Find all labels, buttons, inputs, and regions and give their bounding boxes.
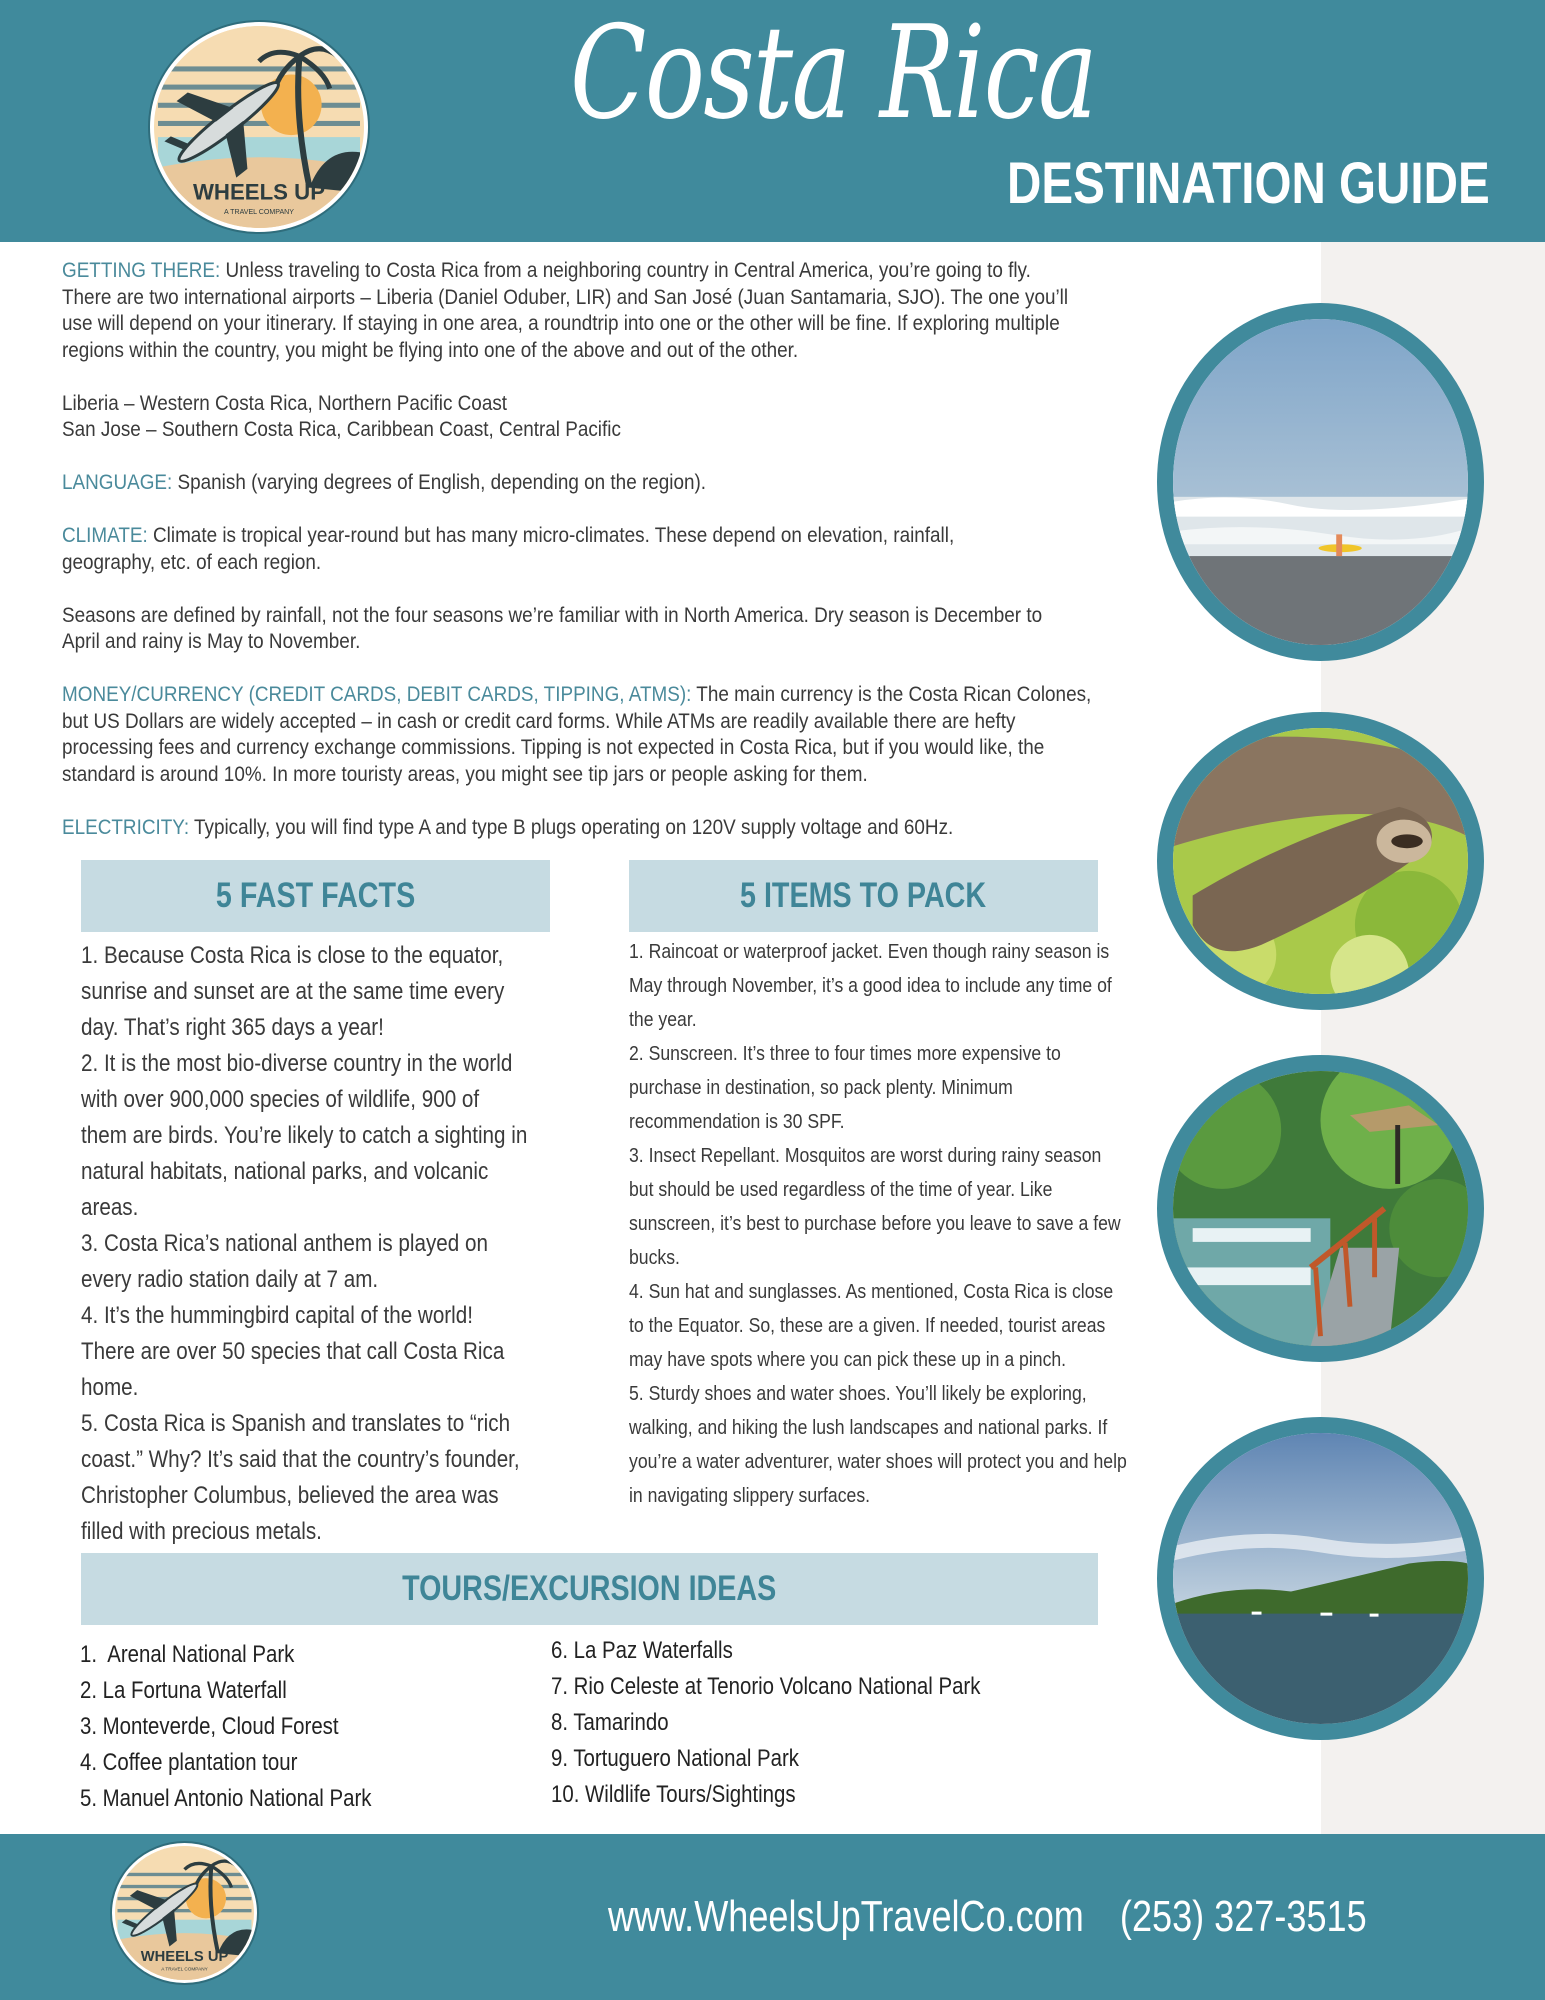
photo-surfer-beach xyxy=(1157,303,1484,661)
footer-wheels-up-logo xyxy=(112,1843,257,1983)
items-to-pack-title: 5 ITEMS TO PACK xyxy=(740,876,987,915)
tour-item: 8. Tamarindo xyxy=(551,1709,669,1736)
money-paragraph xyxy=(62,682,1097,788)
getting-there-paragraph xyxy=(62,258,1079,364)
fast-fact-item: 2. It is the most bio-diverse country in the world with over 900,000 species of wildlife, 900 of them are birds. You’re likely to catch a sighting in natural habitats, national parks, and volcanic areas. xyxy=(81,1050,528,1221)
footer-contact xyxy=(608,1892,1367,1942)
seasons-paragraph: Seasons are defined by rainfall, not the four seasons we’re familiar with in North America. Dry season is December to April and rainy is May to November. xyxy=(62,603,1043,653)
page-subtitle: DESTINATION GUIDE xyxy=(1007,151,1490,216)
airplane-palm-logo-icon xyxy=(154,26,364,228)
phone-number[interactable]: (253) 327-3515 xyxy=(1119,1892,1367,1941)
pack-item: 4. Sun hat and sunglasses. As mentioned, Costa Rica is close to the Equator. So, these are a given. If needed, tourist areas may have spots where you can pick these up in a pinch. xyxy=(629,1280,1114,1371)
surfer-beach-image-icon xyxy=(1173,319,1468,645)
fast-fact-item: 1. Because Costa Rica is close to the equator, sunrise and sunset are at the same time every day. That’s right 365 days a year! xyxy=(81,942,505,1041)
svg-text:A TRAVEL COMPANY: A TRAVEL COMPANY xyxy=(224,208,294,216)
fast-facts-title: 5 FAST FACTS xyxy=(215,876,416,915)
tour-item: 4. Coffee plantation tour xyxy=(80,1749,298,1776)
items-to-pack-header xyxy=(629,860,1098,932)
tour-item: 6. La Paz Waterfalls xyxy=(551,1637,733,1664)
language-text: Spanish (varying degrees of English, depending on the region). xyxy=(172,471,707,494)
tours-header xyxy=(81,1553,1098,1625)
money-text: The main currency is the Costa Rican Colones, but US Dollars are widely accepted – in cash or credit card forms. While ATMs are readily available there are hefty processing fees and currency exchange commissions. Tipping is not expected in Costa Rica, but if you would like, the standard is around 10%. In more touristy areas, you might see tip jars or people asking for them. xyxy=(62,683,1092,786)
photo-hot-springs xyxy=(1157,1055,1484,1362)
getting-there-text: Unless traveling to Costa Rica from a neighboring country in Central America, you’re going to fly. There are two international airports – Liberia (Daniel Oduber, LIR) and San José (Juan Santamaria, SJO). The one you’ll use will depend on your itinerary. If staying in one area, a roundtrip into one or the other will be fine. If exploring multiple regions within the country, you might be flying into one of the above and out of the other. xyxy=(62,259,1069,362)
climate-label: CLIMATE: xyxy=(62,524,148,547)
fast-fact-item: 3. Costa Rica’s national anthem is played on every radio station daily at 7 am. xyxy=(81,1230,488,1293)
fast-fact-item: 4. It’s the hummingbird capital of the world! There are over 50 species that call Costa Rica home. xyxy=(81,1302,505,1401)
sloth-image-icon xyxy=(1173,728,1468,994)
electricity-paragraph xyxy=(62,815,1142,842)
pack-item: 5. Sturdy shoes and water shoes. You’ll likely be exploring, walking, and hiking the lush landscapes and national parks. If you’re a water adventurer, water shoes will protect you and help in navigating slippery surfaces. xyxy=(629,1382,1127,1507)
airport-san-jose: San Jose – Southern Costa Rica, Caribbean Coast, Central Pacific xyxy=(62,418,621,441)
pack-item: 3. Insect Repellant. Mosquitos are worst during rainy season but should be used regardless of the time of year. Like sunscreen, it’s best to purchase before you leave to save a few bucks. xyxy=(629,1144,1121,1269)
hot-springs-image-icon xyxy=(1173,1071,1468,1346)
photo-bay-boats xyxy=(1157,1417,1484,1740)
language-paragraph xyxy=(62,470,1142,497)
svg-text:WHEELS UP: WHEELS UP xyxy=(140,1949,229,1966)
page-title-script: Costa Rica xyxy=(570,0,1097,148)
airport-liberia: Liberia – Western Costa Rica, Northern Pacific Coast xyxy=(62,391,508,415)
pack-item: 1. Raincoat or waterproof jacket. Even though rainy season is May through November, it’s a good idea to include any time of the year. xyxy=(629,940,1112,1031)
tour-item: 3. Monteverde, Cloud Forest xyxy=(80,1713,339,1740)
tour-item: 9. Tortuguero National Park xyxy=(551,1745,799,1772)
tour-item: 2. La Fortuna Waterfall xyxy=(80,1677,287,1704)
language-label: LANGUAGE: xyxy=(62,471,173,494)
airplane-palm-logo-icon xyxy=(115,1846,254,1980)
tour-item: 1. Arenal National Park xyxy=(80,1641,295,1668)
bay-image-icon xyxy=(1173,1433,1468,1724)
website-link[interactable]: www.WheelsUpTravelCo.com xyxy=(608,1892,1084,1941)
items-to-pack-list xyxy=(629,935,1128,1513)
getting-there-label: GETTING THERE: xyxy=(62,259,221,282)
tours-list-right xyxy=(551,1633,1061,1813)
tour-item: 5. Manuel Antonio National Park xyxy=(80,1785,372,1812)
fast-fact-item: 5. Costa Rica is Spanish and translates to “rich coast.” Why? It’s said that the country’s founder, Christopher Columbus, believed the area was filled with precious metals. xyxy=(81,1410,520,1545)
tour-item: 10. Wildlife Tours/Sightings xyxy=(551,1781,796,1808)
pack-item: 2. Sunscreen. It’s three to four times more expensive to purchase in destination, so pack plenty. Minimum recommendation is 30 SPF. xyxy=(629,1042,1061,1133)
money-label: MONEY/CURRENCY (CREDIT CARDS, DEBIT CARDS, TIPPING, ATMS): xyxy=(62,683,692,706)
wheels-up-logo xyxy=(150,22,368,232)
climate-text: Climate is tropical year-round but has many micro-climates. These depend on elevation, rainfall, geography, etc. of each region. xyxy=(62,524,955,574)
electricity-text: Typically, you will find type A and type B plugs operating on 120V supply voltage and 60Hz. xyxy=(189,815,954,839)
fast-facts-header xyxy=(81,860,550,932)
svg-text:A TRAVEL COMPANY: A TRAVEL COMPANY xyxy=(161,1966,208,1972)
tours-list-left xyxy=(80,1637,590,1817)
tours-title: TOURS/EXCURSION IDEAS xyxy=(402,1569,777,1608)
intro-section xyxy=(62,258,1142,868)
svg-text:WHEELS UP: WHEELS UP xyxy=(192,179,326,205)
photo-sloth xyxy=(1157,712,1484,1010)
fast-facts-list xyxy=(81,938,528,1550)
electricity-label: ELECTRICITY: xyxy=(62,815,190,839)
tour-item: 7. Rio Celeste at Tenorio Volcano National Park xyxy=(551,1673,981,1700)
climate-paragraph xyxy=(62,523,1052,576)
